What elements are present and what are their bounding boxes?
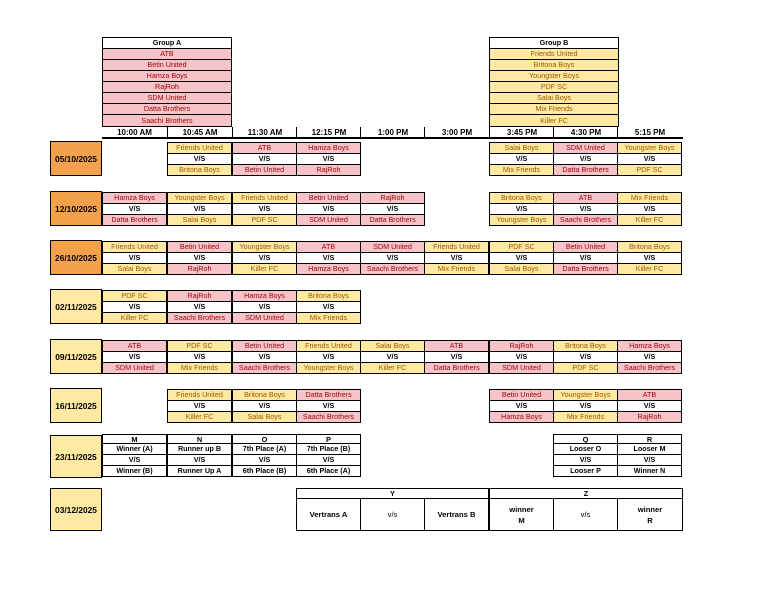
- match-card: [167, 142, 232, 176]
- away-team: Saachi Brothers: [618, 362, 681, 373]
- away-team: Saachi Brothers: [554, 214, 617, 225]
- vs-label: V/S: [490, 400, 553, 411]
- match-card: [617, 389, 682, 423]
- knockout-match-card: [617, 443, 682, 477]
- knockout-match-card: [296, 443, 361, 477]
- away-team: Hamza Boys: [490, 411, 553, 422]
- home-team: Hamza Boys: [618, 341, 681, 351]
- date-cell: 02/11/2025: [50, 289, 102, 324]
- vs-label: V/S: [168, 351, 231, 362]
- home-team: Youngster Boys: [554, 390, 617, 400]
- home-team: PDF SC: [490, 242, 553, 252]
- home-team: ATB: [103, 341, 166, 351]
- time-slot-label: 10:00 AM: [117, 128, 152, 137]
- group-b-team: Britona Boys: [490, 60, 618, 71]
- home-team: Looser M: [618, 444, 681, 454]
- match-card: [617, 142, 682, 176]
- away-team: PDF SC: [554, 362, 617, 373]
- final-y-header: Y: [296, 488, 489, 498]
- group-a-title: Group A: [103, 38, 231, 49]
- match-card: [232, 142, 297, 176]
- vs-label: V/S: [233, 252, 296, 263]
- group-a-team: Datta Brothers: [103, 104, 231, 115]
- vs-label: V/S: [297, 351, 360, 362]
- knockout-match-code: P: [296, 434, 361, 444]
- vs-label: V/S: [168, 252, 231, 263]
- group-b-team: Killer FC: [490, 115, 618, 126]
- away-team: Mix Friends: [554, 411, 617, 422]
- away-team: Winner N: [618, 465, 681, 476]
- away-team: Britona Boys: [168, 164, 231, 175]
- final-z-away-line1: winner: [637, 504, 663, 514]
- home-team: ATB: [297, 242, 360, 252]
- home-team: Britona Boys: [297, 291, 360, 301]
- final-z-home-line2: M: [518, 515, 525, 525]
- home-team: RajRoh: [361, 193, 424, 203]
- home-team: Salai Boys: [361, 341, 424, 351]
- match-card: [232, 340, 297, 374]
- date-cell: 09/11/2025: [50, 339, 102, 374]
- away-team: Hamza Boys: [297, 263, 360, 274]
- vs-label: V/S: [103, 454, 166, 465]
- knockout-match-code: N: [167, 434, 232, 444]
- home-team: Youngster Boys: [168, 193, 231, 203]
- away-team: RajRoh: [297, 164, 360, 175]
- group-b-title: Group B: [490, 38, 618, 49]
- home-team: Runner up B: [168, 444, 231, 454]
- final-y-home: Vertrans A: [296, 498, 361, 531]
- vs-label: V/S: [103, 203, 166, 214]
- vs-label: V/S: [618, 351, 681, 362]
- match-card: [617, 241, 682, 275]
- vs-label: V/S: [618, 454, 681, 465]
- match-card: [232, 241, 297, 275]
- away-team: Datta Brothers: [554, 164, 617, 175]
- vs-label: V/S: [554, 400, 617, 411]
- date-cell: 16/11/2025: [50, 388, 102, 423]
- time-slot-label: 4:30 PM: [553, 127, 618, 139]
- away-team: Datta Brothers: [425, 362, 488, 373]
- home-team: RajRoh: [490, 341, 553, 351]
- away-team: Youngster Boys: [490, 214, 553, 225]
- final-z-away-line2: R: [647, 515, 653, 525]
- away-team: Saachi Brothers: [168, 312, 231, 323]
- vs-label: V/S: [297, 400, 360, 411]
- away-team: Salai Boys: [103, 263, 166, 274]
- away-team: 6th Place (A): [297, 465, 360, 476]
- match-card: [553, 241, 618, 275]
- home-team: PDF SC: [168, 341, 231, 351]
- group-b-team: Mix Friends: [490, 104, 618, 115]
- match-card: [296, 340, 361, 374]
- home-team: RajRoh: [168, 291, 231, 301]
- vs-label: V/S: [297, 252, 360, 263]
- home-team: Friends United: [233, 193, 296, 203]
- group-a-team: ATB: [103, 49, 231, 60]
- home-team: Winner (A): [103, 444, 166, 454]
- match-card: [167, 389, 232, 423]
- home-team: Hamza Boys: [233, 291, 296, 301]
- vs-label: V/S: [361, 203, 424, 214]
- vs-label: V/S: [297, 203, 360, 214]
- time-slot-label: 3:45 PM: [489, 127, 554, 139]
- match-card: [553, 340, 618, 374]
- vs-label: V/S: [297, 301, 360, 312]
- vs-label: V/S: [168, 153, 231, 164]
- match-card: [617, 340, 682, 374]
- vs-label: V/S: [168, 301, 231, 312]
- home-team: Britona Boys: [618, 242, 681, 252]
- home-team: Looser O: [554, 444, 617, 454]
- vs-label: V/S: [103, 301, 166, 312]
- match-card: [296, 290, 361, 324]
- vs-label: V/S: [297, 153, 360, 164]
- match-card: [489, 389, 554, 423]
- away-team: Salai Boys: [490, 263, 553, 274]
- group-a-team: RajRoh: [103, 82, 231, 93]
- time-slot-label: 3:00 PM: [424, 127, 489, 139]
- home-team: SDM United: [554, 143, 617, 153]
- knockout-match-code: R: [617, 434, 682, 444]
- vs-label: V/S: [618, 203, 681, 214]
- match-card: [102, 290, 167, 324]
- away-team: Runner Up A: [168, 465, 231, 476]
- away-team: Youngster Boys: [297, 362, 360, 373]
- away-team: PDF SC: [233, 214, 296, 225]
- final-z-home: [489, 498, 554, 531]
- home-team: ATB: [425, 341, 488, 351]
- match-card: [489, 241, 554, 275]
- knockout-match-card: [102, 443, 167, 477]
- away-team: RajRoh: [168, 263, 231, 274]
- match-card: [489, 340, 554, 374]
- vs-label: V/S: [233, 203, 296, 214]
- home-team: Britona Boys: [554, 341, 617, 351]
- date-cell: 26/10/2025: [50, 240, 102, 275]
- final-z-home-line1: winner: [509, 504, 534, 514]
- match-card: [296, 389, 361, 423]
- home-team: Hamza Boys: [103, 193, 166, 203]
- vs-label: V/S: [233, 301, 296, 312]
- home-team: Youngster Boys: [233, 242, 296, 252]
- away-team: Mix Friends: [297, 312, 360, 323]
- knockout-match-code: M: [102, 434, 167, 444]
- away-team: Killer FC: [233, 263, 296, 274]
- home-team: Hamza Boys: [297, 143, 360, 153]
- away-team: Datta Brothers: [103, 214, 166, 225]
- vs-label: V/S: [425, 252, 488, 263]
- vs-label: V/S: [233, 400, 296, 411]
- vs-label: V/S: [554, 252, 617, 263]
- vs-label: V/S: [618, 252, 681, 263]
- vs-label: V/S: [233, 351, 296, 362]
- home-team: Youngster Boys: [618, 143, 681, 153]
- home-team: Betin United: [297, 193, 360, 203]
- final-z-vs: v/s: [553, 498, 618, 531]
- final-z-away: [617, 498, 683, 531]
- vs-label: V/S: [618, 153, 681, 164]
- match-card: [232, 192, 297, 226]
- home-team: Mix Friends: [618, 193, 681, 203]
- group-b-team: Friends United: [490, 49, 618, 60]
- date-cell: 12/10/2025: [50, 191, 102, 226]
- group-a-team: SDM United: [103, 93, 231, 104]
- time-slot-label: 1:00 PM: [360, 127, 425, 139]
- vs-label: V/S: [103, 252, 166, 263]
- home-team: Friends United: [168, 390, 231, 400]
- home-team: SDM United: [361, 242, 424, 252]
- away-team: Killer FC: [618, 214, 681, 225]
- vs-label: V/S: [233, 153, 296, 164]
- away-team: Looser P: [554, 465, 617, 476]
- match-card: [167, 340, 232, 374]
- vs-label: V/S: [168, 454, 231, 465]
- date-cell: 03/12/2025: [50, 488, 102, 531]
- group-b-team: Youngster Boys: [490, 71, 618, 82]
- away-team: Mix Friends: [168, 362, 231, 373]
- match-card: [102, 340, 167, 374]
- home-team: Datta Brothers: [297, 390, 360, 400]
- away-team: 6th Place (B): [233, 465, 296, 476]
- away-team: Killer FC: [361, 362, 424, 373]
- away-team: SDM United: [103, 362, 166, 373]
- group-b-team: Salai Boys: [490, 93, 618, 104]
- home-team: Betin United: [168, 242, 231, 252]
- group-b-team: PDF SC: [490, 82, 618, 93]
- knockout-match-card: [167, 443, 232, 477]
- away-team: PDF SC: [618, 164, 681, 175]
- match-card: [102, 192, 167, 226]
- away-team: Salai Boys: [233, 411, 296, 422]
- vs-label: V/S: [233, 454, 296, 465]
- vs-label: V/S: [554, 203, 617, 214]
- match-card: [617, 192, 682, 226]
- match-card: [296, 142, 361, 176]
- vs-label: V/S: [490, 252, 553, 263]
- home-team: Betin United: [490, 390, 553, 400]
- away-team: Winner (B): [103, 465, 166, 476]
- match-card: [489, 142, 554, 176]
- group-a-team: Hamza Boys: [103, 71, 231, 82]
- vs-label: V/S: [618, 400, 681, 411]
- knockout-match-code: Q: [553, 434, 618, 444]
- away-team: SDM United: [297, 214, 360, 225]
- match-card: [296, 241, 361, 275]
- match-card: [167, 192, 232, 226]
- vs-label: V/S: [361, 351, 424, 362]
- away-team: Mix Friends: [490, 164, 553, 175]
- match-card: [232, 290, 297, 324]
- date-cell: 05/10/2025: [50, 141, 102, 176]
- away-team: Salai Boys: [168, 214, 231, 225]
- vs-label: V/S: [490, 153, 553, 164]
- away-team: SDM United: [233, 312, 296, 323]
- home-team: ATB: [233, 143, 296, 153]
- away-team: Datta Brothers: [361, 214, 424, 225]
- home-team: Britona Boys: [233, 390, 296, 400]
- group-a-table: [102, 37, 232, 127]
- away-team: SDM United: [490, 362, 553, 373]
- vs-label: V/S: [168, 203, 231, 214]
- match-card: [424, 340, 489, 374]
- date-cell: 23/11/2025: [50, 435, 102, 478]
- match-card: [360, 340, 425, 374]
- home-team: Betin United: [233, 341, 296, 351]
- vs-label: V/S: [554, 153, 617, 164]
- match-card: [167, 241, 232, 275]
- vs-label: V/S: [425, 351, 488, 362]
- time-slot-label: 10:45 AM: [167, 127, 232, 139]
- group-a-team: Saachi Brothers: [103, 115, 231, 126]
- home-team: ATB: [554, 193, 617, 203]
- group-a-team: Betin United: [103, 60, 231, 71]
- vs-label: V/S: [554, 454, 617, 465]
- match-card: [102, 241, 167, 275]
- vs-label: V/S: [361, 252, 424, 263]
- knockout-match-code: O: [232, 434, 297, 444]
- match-card: [167, 290, 232, 324]
- match-card: [232, 389, 297, 423]
- group-b-table: [489, 37, 619, 127]
- away-team: Killer FC: [168, 411, 231, 422]
- match-card: [296, 192, 361, 226]
- home-team: Friends United: [425, 242, 488, 252]
- time-slot-label: 5:15 PM: [617, 127, 682, 139]
- vs-label: V/S: [103, 351, 166, 362]
- home-team: Friends United: [168, 143, 231, 153]
- away-team: RajRoh: [618, 411, 681, 422]
- final-y-away: Vertrans B: [424, 498, 489, 531]
- match-card: [553, 192, 618, 226]
- time-slot-label: 11:30 AM: [232, 127, 297, 139]
- away-team: Saachi Brothers: [361, 263, 424, 274]
- match-card: [360, 192, 425, 226]
- away-team: Saachi Brothers: [233, 362, 296, 373]
- knockout-match-card: [232, 443, 297, 477]
- away-team: Killer FC: [618, 263, 681, 274]
- match-card: [489, 192, 554, 226]
- vs-label: V/S: [168, 400, 231, 411]
- final-z-header: Z: [489, 488, 683, 498]
- final-y-vs: v/s: [360, 498, 425, 531]
- home-team: Betin United: [554, 242, 617, 252]
- away-team: Datta Brothers: [554, 263, 617, 274]
- vs-label: V/S: [554, 351, 617, 362]
- away-team: Mix Friends: [425, 263, 488, 274]
- home-team: Britona Boys: [490, 193, 553, 203]
- away-team: Betin United: [233, 164, 296, 175]
- knockout-match-card: [553, 443, 618, 477]
- time-slot-label: 12:15 PM: [296, 127, 361, 139]
- home-team: Friends United: [297, 341, 360, 351]
- home-team: ATB: [618, 390, 681, 400]
- match-card: [424, 241, 489, 275]
- home-team: 7th Place (A): [233, 444, 296, 454]
- vs-label: V/S: [490, 351, 553, 362]
- away-team: Saachi Brothers: [297, 411, 360, 422]
- home-team: PDF SC: [103, 291, 166, 301]
- match-card: [553, 142, 618, 176]
- home-team: Friends United: [103, 242, 166, 252]
- away-team: Killer FC: [103, 312, 166, 323]
- match-card: [553, 389, 618, 423]
- vs-label: V/S: [297, 454, 360, 465]
- vs-label: V/S: [490, 203, 553, 214]
- home-team: 7th Place (B): [297, 444, 360, 454]
- match-card: [360, 241, 425, 275]
- home-team: Salai Boys: [490, 143, 553, 153]
